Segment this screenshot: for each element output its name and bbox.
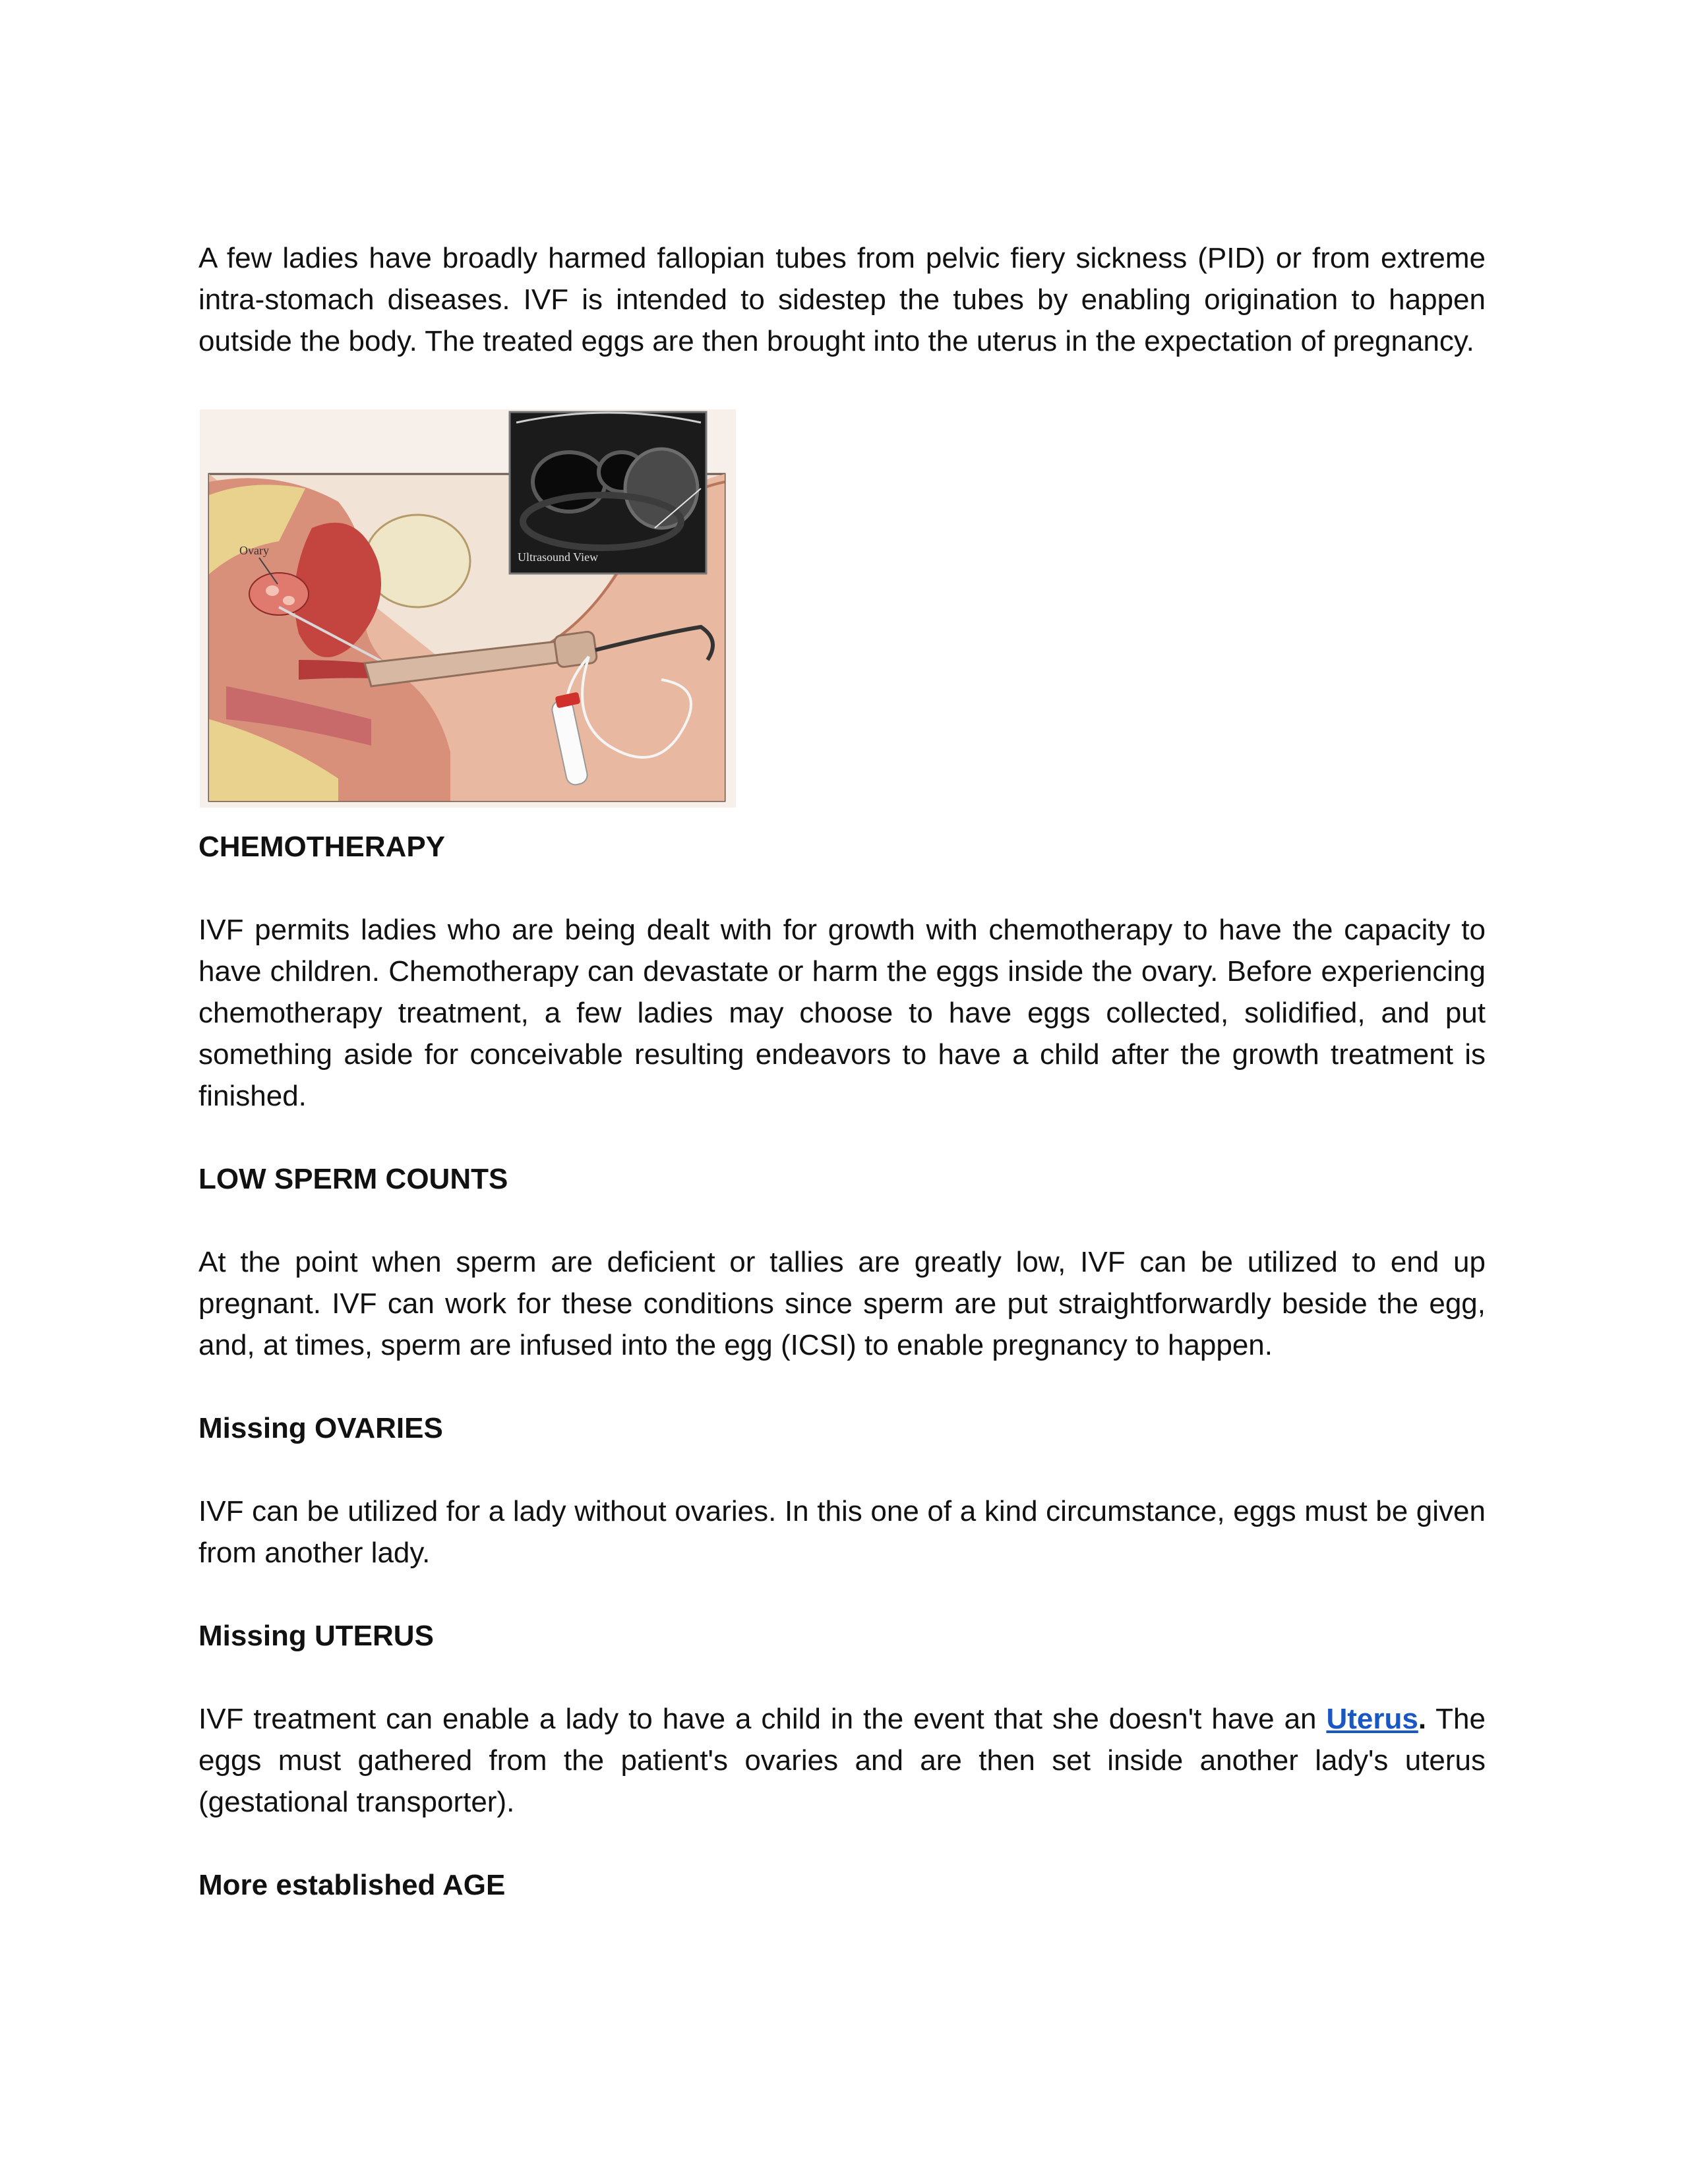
uterus-text-after: The eggs must gathered from the patient's ovaries and are then set inside another lady's uterus (gestational transporter). [198, 1703, 1486, 1818]
heading-missing-ovaries: Missing OVARIES [198, 1412, 443, 1444]
ultrasound-view-label: Ultrasound View [518, 550, 599, 564]
document-page [198, 237, 1486, 1906]
chemotherapy-paragraph: IVF permits ladies who are being dealt with for growth with chemotherapy to have the capacity to have children. Chemotherapy can devastate or harm the eggs inside the ovary. Before experiencing chemotherapy treatment, a few ladies may choose to have eggs collected, solidified, and put something aside for conceivable resulting endeavors to have a child after the growth treatment is finished. [198, 914, 1486, 1112]
uterus-link[interactable]: Uterus [1326, 1703, 1418, 1735]
intro-paragraph: A few ladies have broadly harmed fallopian tubes from pelvic fiery sickness (PID) or from extreme intra-stomach diseases. IVF is intended to sidestep the tubes by enabling origination to happen outside the body. The treated eggs are then brought into the uterus in the expectation of pregnancy. [198, 242, 1486, 357]
uterus-text-before: IVF treatment can enable a lady to have a child in the event that she doesn't have an [198, 1703, 1327, 1735]
low-sperm-paragraph: At the point when sperm are deficient or tallies are greatly low, IVF can be utilized to end up pregnant. IVF can work for these conditions since sperm are put straightforwardly beside the egg, and, at times, sperm are infused into the egg (ICSI) to enable pregnancy to happen. [198, 1246, 1486, 1361]
missing-uterus-paragraph [198, 1698, 1486, 1823]
ovary-label: Ovary [239, 544, 269, 557]
heading-low-sperm-counts: LOW SPERM COUNTS [198, 1163, 508, 1195]
heading-chemotherapy: CHEMOTHERAPY [198, 831, 446, 863]
illustration-svg [200, 409, 736, 808]
heading-missing-uterus: Missing UTERUS [198, 1620, 434, 1652]
ivf-egg-retrieval-illustration [200, 409, 736, 808]
missing-ovaries-paragraph: IVF can be utilized for a lady without ovaries. In this one of a kind circumstance, eggs must be given from another lady. [198, 1495, 1486, 1569]
heading-more-established-age: More established AGE [198, 1869, 506, 1901]
uterus-period: . [1418, 1703, 1427, 1735]
